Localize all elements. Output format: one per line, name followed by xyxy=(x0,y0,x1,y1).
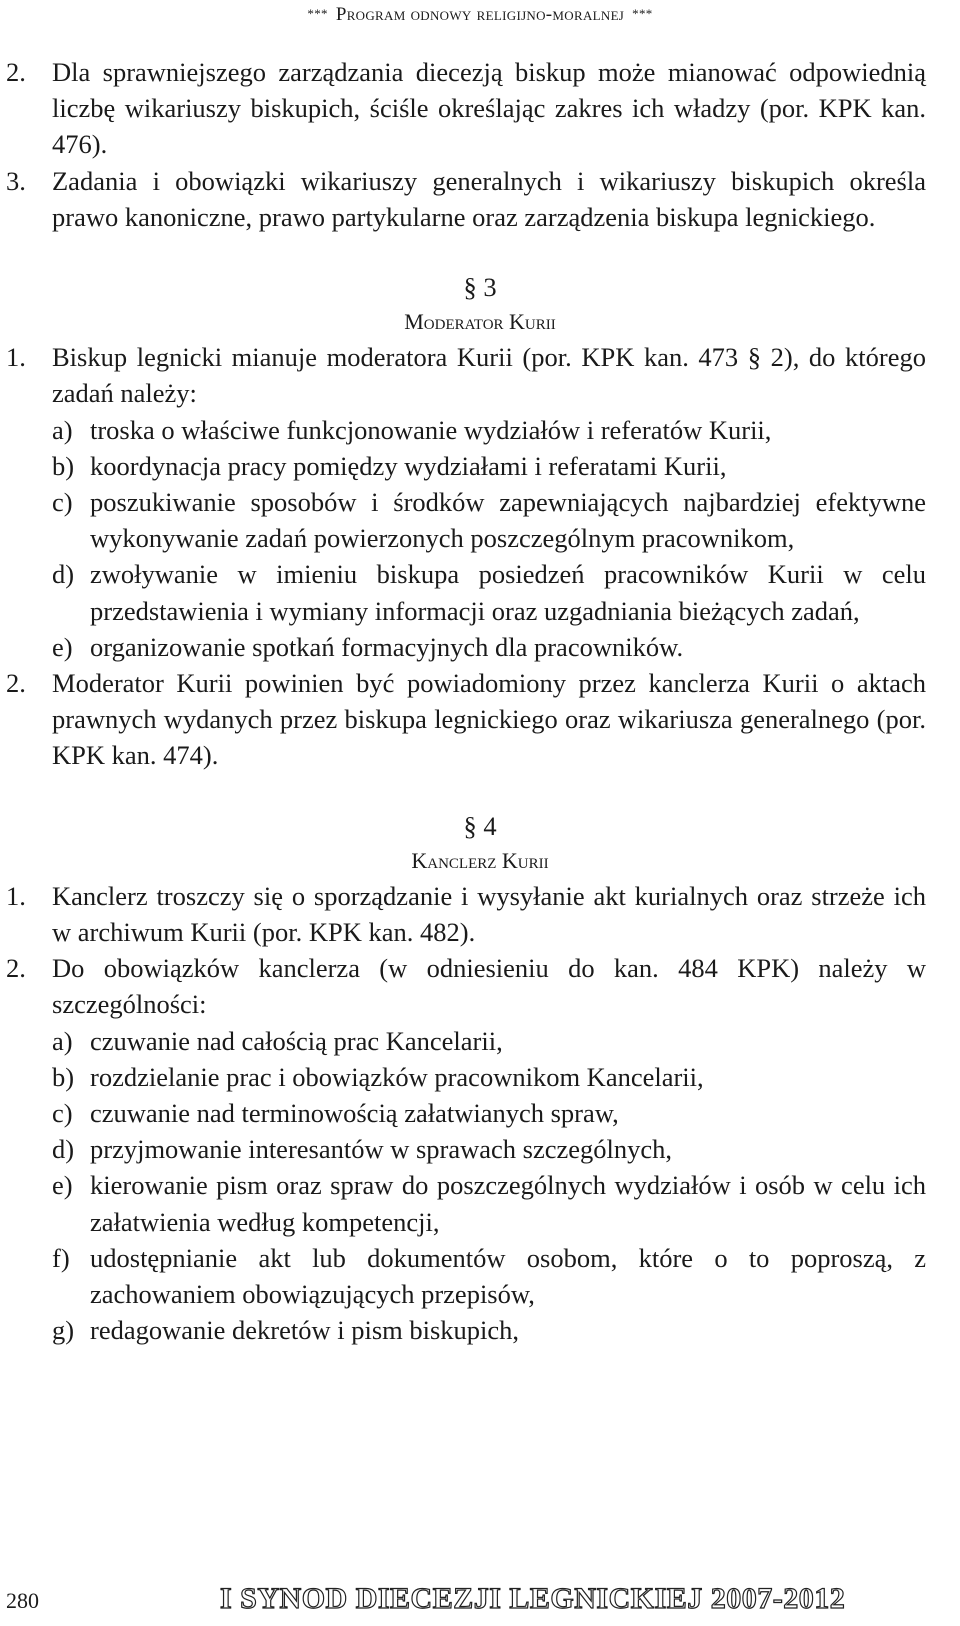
header-stars-right: *** xyxy=(632,6,653,21)
paragraph-number: 2. xyxy=(6,57,26,87)
list-item xyxy=(0,1167,960,1239)
list-item xyxy=(0,1131,960,1167)
list-item-text: poszukiwanie sposobów i środków zapewniających najbardziej efektywne wykonywanie zadań powierzonych poszczególnym pracownikom, xyxy=(90,487,926,554)
list-item xyxy=(0,556,960,628)
list-item-text: przyjmowanie interesantów w sprawach szczególnych, xyxy=(90,1134,673,1165)
list-item xyxy=(0,448,960,484)
paragraph-text: Moderator Kurii powinien być powiadomiony przez kanclerza Kurii o aktach prawnych wydanych przez biskupa legnickiego oraz wikariusza generalnego (por. KPK kan. 474). xyxy=(52,668,926,771)
list-item-label: c) xyxy=(52,487,73,518)
list-item-text: troska o właściwe funkcjonowanie wydziałów i referatów Kurii, xyxy=(90,414,772,445)
list-item-label: g) xyxy=(52,1315,75,1346)
paragraph-number: 1. xyxy=(6,342,26,373)
section-4-paragraph-2 xyxy=(0,950,960,1022)
list-item xyxy=(0,484,960,556)
list-item-text: organizowanie spotkań formacyjnych dla pracowników. xyxy=(90,631,684,662)
paragraph-number: 2. xyxy=(6,668,26,699)
paragraph-text: Biskup legnicki mianuje moderatora Kurii (por. KPK kan. 473 § 2), do którego zadań należy: xyxy=(52,342,926,409)
page-footer xyxy=(0,1582,960,1622)
section-4-title: Kanclerz Kurii xyxy=(411,847,549,873)
list-item-label: b) xyxy=(52,450,75,481)
list-item-label: c) xyxy=(52,1098,73,1129)
list-item xyxy=(0,1312,960,1348)
page-number: 280 xyxy=(6,1588,39,1613)
list-item-label: a) xyxy=(52,414,73,445)
list-item xyxy=(0,1095,960,1131)
list-item xyxy=(0,1023,960,1059)
list-item-text: rozdzielanie prac i obowiązków pracownikom Kancelarii, xyxy=(90,1061,704,1092)
list-item-text: zwoływanie w imieniu biskupa posiedzeń pracowników Kurii w celu przedstawienia i wymiany informacji oraz uzgadniania bieżących zadań, xyxy=(90,559,926,626)
header-stars-left: *** xyxy=(307,6,328,21)
list-item-label: a) xyxy=(52,1025,73,1056)
list-item-label: d) xyxy=(52,559,75,590)
paragraph-3 xyxy=(0,163,960,235)
paragraph-number: 2. xyxy=(6,953,26,984)
list-item-label: f) xyxy=(52,1242,70,1273)
section-3-number: § 3 xyxy=(463,272,497,303)
list-item-label: e) xyxy=(52,631,73,662)
paragraph-text: Do obowiązków kanclerza (w odniesieniu do kan. 484 KPK) należy w szczególności: xyxy=(52,953,926,1020)
section-4-number: § 4 xyxy=(463,810,497,841)
list-item-text: udostępnianie akt lub dokumentów osobom, które o to poproszą, z zachowaniem obowiązujących przepisów, xyxy=(90,1242,926,1310)
section-3-paragraph-2 xyxy=(0,665,960,774)
list-item xyxy=(0,1240,960,1312)
list-item-text: koordynacja pracy pomiędzy wydziałami i referatami Kurii, xyxy=(90,450,727,481)
page-body xyxy=(0,54,960,1349)
list-item xyxy=(0,1059,960,1095)
paragraph-number: 3. xyxy=(6,165,26,196)
list-item-text: czuwanie nad całością prac Kancelarii, xyxy=(90,1025,503,1056)
list-item-label: e) xyxy=(52,1170,73,1201)
list-item xyxy=(0,412,960,448)
paragraph-text: Zadania i obowiązki wikariuszy generalnych i wikariuszy biskupich określa prawo kanoniczne, prawo partykularne oraz zarządzenia biskupa legnickiego. xyxy=(52,165,926,232)
paragraph-number: 1. xyxy=(6,880,26,911)
list-item-text: czuwanie nad terminowością załatwianych spraw, xyxy=(90,1098,619,1129)
running-header xyxy=(0,4,960,26)
section-4-paragraph-1 xyxy=(0,878,960,950)
paragraph-text: Dla sprawniejszego zarządzania diecezją biskup może mianować odpowiednią liczbę wikariuszy biskupich, ściśle określając zakres ich władzy (por. KPK kan. 476). xyxy=(52,57,926,160)
list-item-text: redagowanie dekretów i pism biskupich, xyxy=(90,1315,520,1346)
list-item-text: kierowanie pism oraz spraw do poszczególnych wydziałów i osób w celu ich załatwienia według kompetencji, xyxy=(90,1170,926,1237)
section-3-paragraph-1 xyxy=(0,339,960,411)
list-item-label: b) xyxy=(52,1061,75,1092)
paragraph-text: Kanclerz troszczy się o sporządzanie i wysyłanie akt kurialnych oraz strzeże ich w archiwum Kurii (por. KPK kan. 482). xyxy=(52,880,926,948)
section-3-title: Moderator Kurii xyxy=(404,309,556,335)
footer-title: I SYNOD DIECEZJI LEGNICKIEJ 2007-2012 xyxy=(220,1582,846,1615)
header-title: Program odnowy religijno-moralnej xyxy=(335,4,625,25)
list-item xyxy=(0,629,960,665)
list-item-label: d) xyxy=(52,1134,75,1165)
paragraph-2 xyxy=(0,54,960,163)
